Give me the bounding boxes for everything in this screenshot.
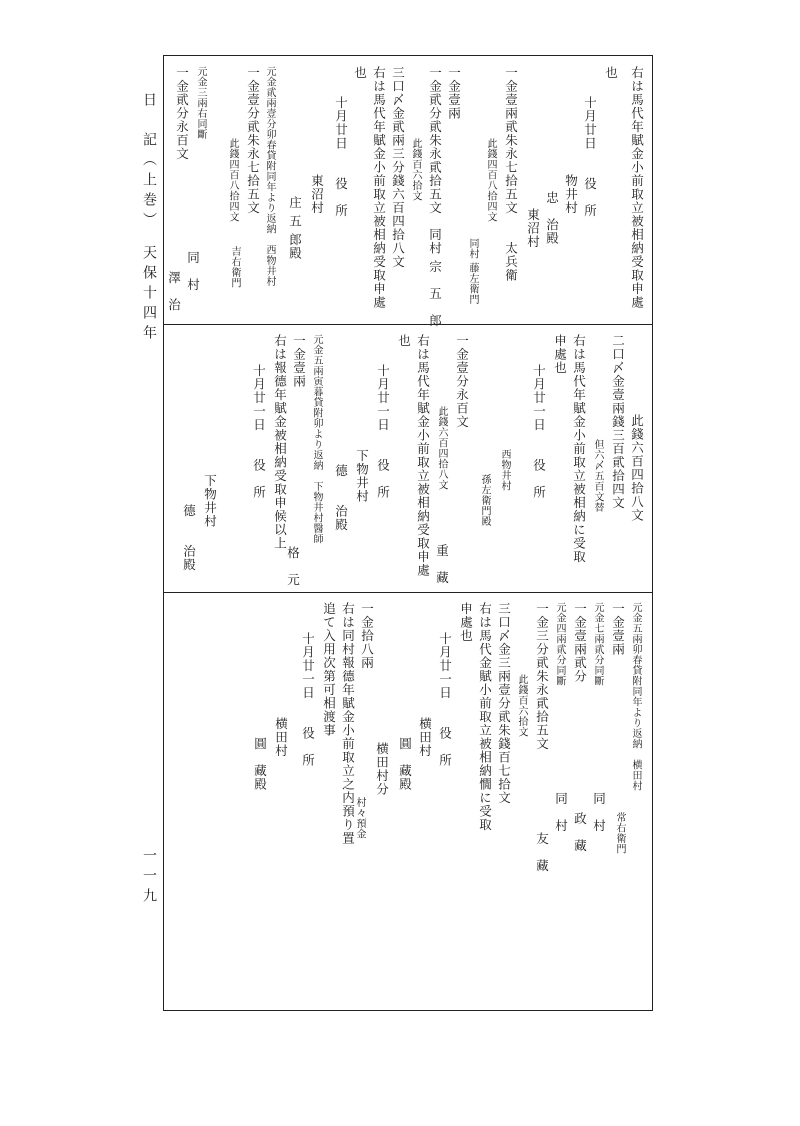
- text-column: 此錢四百八拾四文: [227, 138, 238, 222]
- page-frame: [163, 55, 653, 1011]
- text-column: 一金壹分貮朱永七拾五文: [245, 66, 261, 215]
- text-column: 一金貮分永百文: [174, 66, 190, 161]
- text-column: 也: [352, 66, 368, 80]
- text-column: 政 藏: [572, 812, 588, 853]
- text-column: 元金三兩右同斷: [195, 66, 206, 140]
- text-column: 右は馬代年賦金小前取立被相納受取申處: [371, 66, 387, 309]
- text-column: 同 村: [553, 792, 569, 833]
- text-column: 十月廿一日 役 所: [375, 364, 391, 499]
- text-column: 一金貮分貮朱永貮拾五文 同村 宗 五 郎: [427, 66, 443, 328]
- text-column: 也: [603, 66, 619, 80]
- text-column: 元金五兩寅暮貸附卯より返納 下物井村醫師: [311, 334, 322, 544]
- text-column: 二口〆金壹兩錢三百貮拾四文: [610, 334, 626, 510]
- text-column: 三口〆金貮兩三分錢六百四拾八文: [390, 66, 406, 269]
- text-column: 此錢百六拾文: [410, 138, 421, 201]
- text-column: 横田村: [273, 717, 289, 758]
- text-column: 元金四兩貮分同斷: [554, 602, 565, 686]
- band-divider: [164, 324, 652, 325]
- text-column: 三口〆金三兩壹分貮朱錢百七拾文: [496, 602, 512, 805]
- register-band-bottom: [164, 602, 652, 1004]
- text-column: 右は報德年賦金被相納受取申候以上: [272, 334, 288, 550]
- page-number: 一一九: [141, 848, 157, 908]
- band-divider: [164, 592, 652, 593]
- text-column: 圓 藏殿: [252, 737, 268, 791]
- text-column: 申處也: [458, 602, 474, 643]
- text-column: 一金三分貮朱永貮拾五文: [534, 602, 550, 751]
- text-column: 元金貮兩壹分卯春貸附同年より返納 西物井村: [264, 66, 275, 287]
- text-column: 吉右衛門: [229, 246, 240, 288]
- text-column: 追て入用次第可相渡事: [321, 602, 337, 737]
- text-column: 十月廿一日 役 所: [300, 632, 316, 767]
- text-column: 右は同村報德年賦金小前取立之内預り置: [340, 602, 356, 845]
- text-column: 一金壹兩貮朱永七拾五文 太兵衛: [503, 66, 519, 282]
- text-column: 申處也: [552, 334, 568, 375]
- text-column: 也: [396, 334, 412, 348]
- text-column: 格 元: [285, 546, 301, 587]
- text-column: 一金拾八兩: [359, 602, 375, 670]
- text-column: 下物井村: [354, 449, 370, 503]
- text-column: 右は馬代年賦金小前取立被相納受取申處: [415, 334, 431, 577]
- text-column: 一金壹兩貮分: [572, 602, 588, 683]
- text-column: 圓 藏殿: [397, 737, 413, 791]
- text-column: 横田村分: [374, 742, 390, 796]
- register-band-middle: [164, 334, 652, 588]
- text-column: 庄 五 郎殿: [287, 196, 303, 260]
- text-column: 東沼村: [309, 174, 325, 215]
- text-column: 同 村: [591, 792, 607, 833]
- text-column: 此錢六百四拾八文: [629, 414, 645, 522]
- text-column: 常右衛門: [614, 812, 625, 854]
- text-column: 右は馬代金賦小前取立被相納憪に受取: [477, 602, 493, 832]
- text-column: 右は馬代年賦金小前取立被相納受取申處: [629, 66, 645, 309]
- register-band-top: [164, 66, 652, 328]
- text-column: 十月廿一日 役 所: [251, 364, 267, 499]
- text-column: 一金壹兩: [291, 334, 307, 388]
- text-column: 横田村: [417, 717, 433, 758]
- text-column: 西物井村: [499, 449, 510, 491]
- text-column: 友 藏: [534, 832, 550, 873]
- text-column: 下物井村: [202, 474, 218, 528]
- text-column: 孫左衛門殿: [479, 474, 490, 527]
- text-column: 此錢百六拾文: [516, 674, 527, 737]
- text-column: 一金壹兩: [446, 66, 462, 120]
- text-column: 十月廿一日 役 所: [531, 364, 547, 499]
- text-column: 一金壹兩: [610, 602, 626, 656]
- text-column: 重 藏: [434, 544, 450, 585]
- text-column: 東沼村: [525, 208, 541, 249]
- text-column: 此錢六百四拾八文: [436, 406, 447, 490]
- text-column: 此錢四百八拾四文: [485, 138, 496, 222]
- running-header: 日 記（上巻） 天保十四年: [141, 92, 157, 345]
- text-column: 十月廿一日 役 所: [437, 632, 453, 767]
- text-column: 右は馬代年賦金小前取立被相納に受取: [571, 334, 587, 564]
- text-column: 十月廿日 役 所: [582, 96, 598, 218]
- text-column: 元金五兩卯春貸附同年より返納 横田村: [630, 602, 641, 791]
- text-column: 元金七兩貮分同斷: [592, 602, 603, 686]
- text-column: 同 村: [185, 251, 201, 292]
- text-column: 澤 治: [166, 271, 182, 312]
- text-column: 同村 藤左衛門: [467, 238, 478, 305]
- text-column: 一金壹分永百文: [454, 334, 470, 429]
- text-column: 物井村: [563, 174, 579, 215]
- text-column: 村々預金: [354, 797, 365, 839]
- text-column: 十月廿日 役 所: [333, 96, 349, 218]
- text-column: 德 治殿: [333, 464, 349, 532]
- text-column: 但六〆五百文替: [592, 439, 603, 513]
- text-column: 德 治殿: [181, 504, 197, 572]
- text-column: 忠 治殿: [544, 191, 560, 245]
